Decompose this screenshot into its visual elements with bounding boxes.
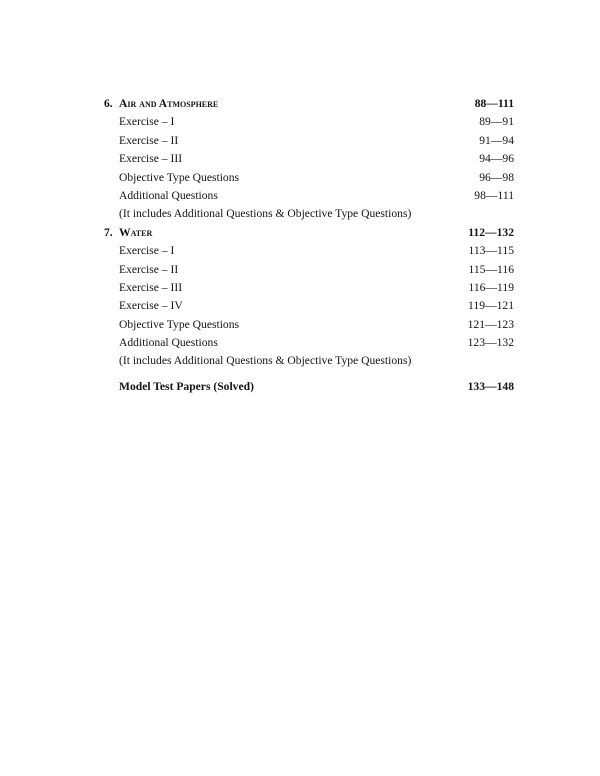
model-test-label: Model Test Papers (Solved): [119, 379, 254, 393]
entry-pages: 98—111: [474, 188, 514, 202]
toc-entry[interactable]: [104, 316, 514, 334]
chapter-pages: 88—111: [474, 97, 514, 110]
toc-entry[interactable]: [104, 297, 514, 315]
entry-label: Exercise – III: [119, 152, 183, 166]
toc-entry[interactable]: [104, 261, 514, 279]
entry-label: Exercise – II: [119, 133, 179, 147]
toc-entry[interactable]: [104, 279, 514, 297]
entry-label: Exercise – III: [119, 280, 183, 294]
chapter-title: Air and Atmosphere: [119, 97, 219, 110]
entry-pages: 115—116: [468, 262, 514, 276]
entry-pages: 89—91: [479, 115, 514, 129]
note-text: (It includes Additional Questions & Objective Type Questions): [119, 354, 412, 368]
chapter-7-heading[interactable]: [104, 224, 514, 242]
model-test-papers-entry[interactable]: [104, 378, 514, 396]
entry-label: Exercise – I: [119, 244, 175, 258]
entry-pages: 91—94: [479, 133, 514, 147]
table-of-contents: [104, 95, 514, 396]
chapter-note: [104, 352, 514, 370]
toc-entry[interactable]: [104, 113, 514, 131]
toc-entry[interactable]: [104, 169, 514, 187]
toc-entry[interactable]: [104, 187, 514, 205]
entry-pages: 116—119: [468, 280, 514, 294]
entry-label: Objective Type Questions: [119, 170, 240, 184]
toc-entry[interactable]: [104, 132, 514, 150]
entry-label: Exercise – II: [119, 262, 179, 276]
entry-pages: 119—121: [468, 299, 514, 313]
entry-pages: 123—132: [467, 336, 514, 350]
entry-pages: 113—115: [468, 244, 514, 258]
entry-pages: 94—96: [479, 152, 514, 166]
note-text: (It includes Additional Questions & Objective Type Questions): [119, 207, 412, 221]
entry-label: Additional Questions: [119, 336, 218, 350]
entry-pages: 121—123: [467, 317, 514, 331]
chapter-number: 6.: [104, 97, 113, 110]
chapter-pages: 112—132: [468, 225, 514, 239]
model-test-pages: 133—148: [467, 379, 514, 393]
chapter-title: Water: [119, 225, 153, 239]
chapter-number: 7.: [104, 225, 113, 239]
chapter-heading-label: [104, 224, 152, 242]
entry-pages: 96—98: [479, 170, 514, 184]
toc-entry[interactable]: [104, 150, 514, 168]
toc-entry[interactable]: [104, 334, 514, 352]
toc-entry[interactable]: [104, 242, 514, 260]
entry-label: Exercise – I: [119, 115, 175, 129]
chapter-note: [104, 205, 514, 223]
entry-label: Additional Questions: [119, 188, 218, 202]
entry-label: Objective Type Questions: [119, 317, 240, 331]
chapter-heading-label: [104, 95, 218, 113]
chapter-6-heading[interactable]: [104, 95, 514, 113]
entry-label: Exercise – IV: [119, 299, 183, 313]
